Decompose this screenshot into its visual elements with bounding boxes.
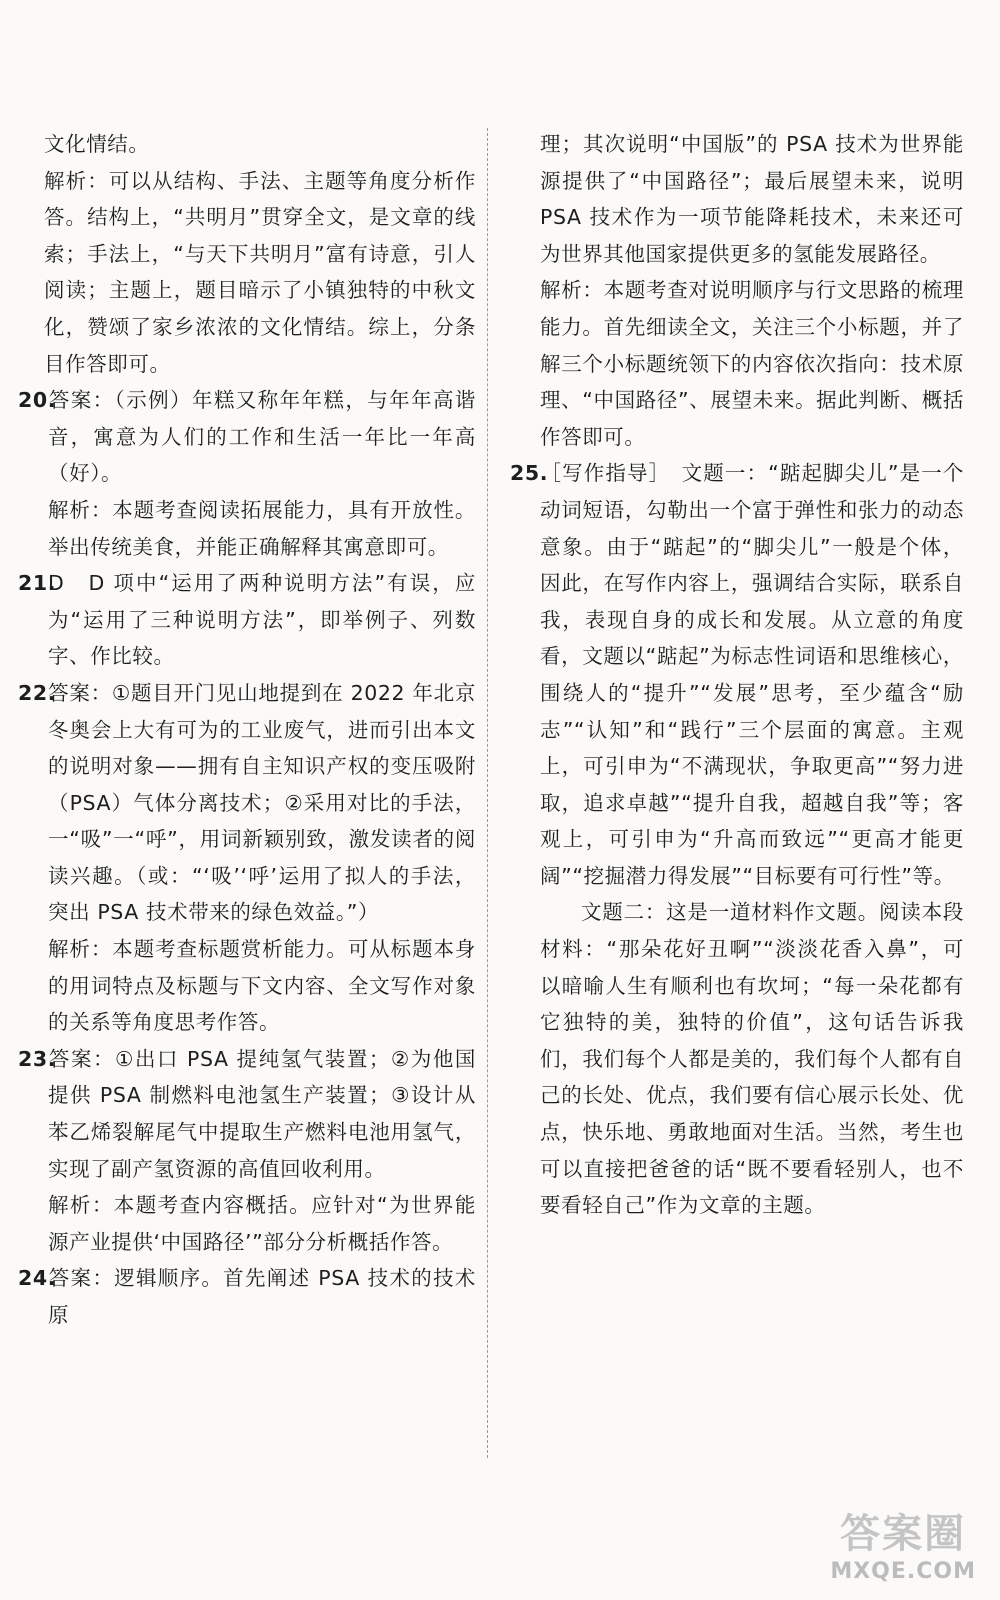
analysis-23: 解析：本题考查内容概括。应针对“为世界能源产业提供‘中国路径’”部分分析概括作答。 bbox=[48, 1193, 476, 1254]
watermark-url: MXQE.COM bbox=[830, 1559, 976, 1584]
question-20 bbox=[18, 382, 476, 492]
answer-text: 答案：（示例）年糕又称年年糕，与年年高谐音，寓意为人们的工作和生活一年比一年高（好）。 bbox=[48, 388, 476, 486]
question-number: 25. bbox=[510, 461, 549, 486]
question-21 bbox=[18, 565, 476, 675]
answer-text: 答案：①出口 PSA 提纯氢气装置；②为他国提供 PSA 制燃料电池氢生产装置；③设计从苯乙烯裂解尾气中提取生产燃料电池用氢气，实现了副产氢资源的高值回收利用。 bbox=[48, 1046, 476, 1181]
intro-line: 文化情结。 bbox=[44, 132, 150, 156]
left-column bbox=[18, 126, 476, 1334]
answer-24-continued: 理；其次说明“中国版”的 PSA 技术为世界能源提供了“中国路径”；最后展望未来，说明 PSA 技术作为一项节能降耗技术，未来还可为世界其他国家提供更多的氢能发展路径。 bbox=[540, 132, 964, 266]
writing-guide-text: ［写作指导］ 文题一：“踮起脚尖儿”是一个动词短语，勾勒出一个富于弹性和张力的动态意象。由于“踮起”的“脚尖儿”一般是个体，因此，在写作内容上，强调结合实际，联系自我，表现自身的成长和发展。从立意的角度看，文题以“踮起”为标志性词语和思维核心，围绕人的“提升”“发展”思考，至少蕴含“励志”“认知”和“践行”三个层面的寓意。主观上，可引申为“不满现状，争取更高”“努力进取，追求卓越”“提升自我，超越自我”等；客观上，可引申为“升高而致远”“更高才能更阔”“挖掘潜力得发展”“目标要有可行性”等。 bbox=[540, 461, 964, 888]
question-number: 22. bbox=[18, 680, 57, 705]
analysis-20: 解析：本题考查阅读拓展能力，具有开放性。举出传统美食，并能正确解释其寓意即可。 bbox=[48, 497, 476, 559]
analysis-19: 解析：可以从结构、手法、主题等角度分析作答。结构上，“共明月”贯穿全文，是文章的线索；手法上，“与天下共明月”富有诗意，引人阅读；主题上，题目暗示了小镇独特的中秋文化，赞颂了家乡浓浓的文化情结。综上，分条目作答即可。 bbox=[44, 168, 476, 376]
answer-text: D D 项中“运用了两种说明方法”有误，应为“运用了三种说明方法”，即举例子、列数字、作比较。 bbox=[48, 571, 476, 669]
question-24 bbox=[18, 1260, 476, 1333]
watermark-logo: 答案圈 bbox=[840, 1511, 967, 1557]
answer-text: 答案：逻辑顺序。首先阐述 PSA 技术的技术原 bbox=[48, 1266, 476, 1327]
question-number: 21. bbox=[18, 571, 57, 596]
question-23 bbox=[18, 1041, 476, 1187]
question-25 bbox=[510, 455, 964, 894]
analysis-24: 解析：本题考查对说明顺序与行文思路的梳理能力。首先细读全文，关注三个小标题，并了解三个小标题统领下的内容依次指向：技术原理、“中国路径”、展望未来。据此判断、概括作答即可。 bbox=[540, 278, 964, 449]
question-number: 20. bbox=[18, 388, 57, 413]
analysis-22: 解析：本题考查标题赏析能力。可从标题本身的用词特点及标题与下文内容、全文写作对象的关系等角度思考作答。 bbox=[48, 937, 476, 1035]
question-22 bbox=[18, 675, 476, 931]
watermark bbox=[830, 1502, 976, 1584]
right-column bbox=[510, 126, 964, 1224]
question-number: 24. bbox=[18, 1266, 57, 1291]
answer-text: 答案：①题目开门见山地提到在 2022 年北京冬奥会上大有可为的工业废气，进而引出本文的说明对象——拥有自主知识产权的变压吸附（PSA）气体分离技术；②采用对比的手法，一“吸”一“呼”，用词新颖别致，激发读者的阅读兴趣。（或：“‘吸’‘呼’运用了拟人的手法，突出 PSA 技术带来的绿色效益。”） bbox=[48, 680, 476, 925]
question-number: 23. bbox=[18, 1046, 57, 1071]
column-divider bbox=[487, 128, 488, 1458]
writing-guide-text-2: 文题二：这是一道材料作文题。阅读本段材料：“那朵花好丑啊”“淡淡花香入鼻”，可以暗喻人生有顺利也有坎坷；“每一朵花都有它独特的美，独特的价值”，这句话告诉我们，我们每个人都是美的，我们每个人都有自己的长处、优点，我们要有信心展示长处、优点，快乐地、勇敢地面对生活。当然，考生也可以直接把爸爸的话“既不要看轻别人，也不要看轻自己”作为文章的主题。 bbox=[540, 900, 964, 1218]
